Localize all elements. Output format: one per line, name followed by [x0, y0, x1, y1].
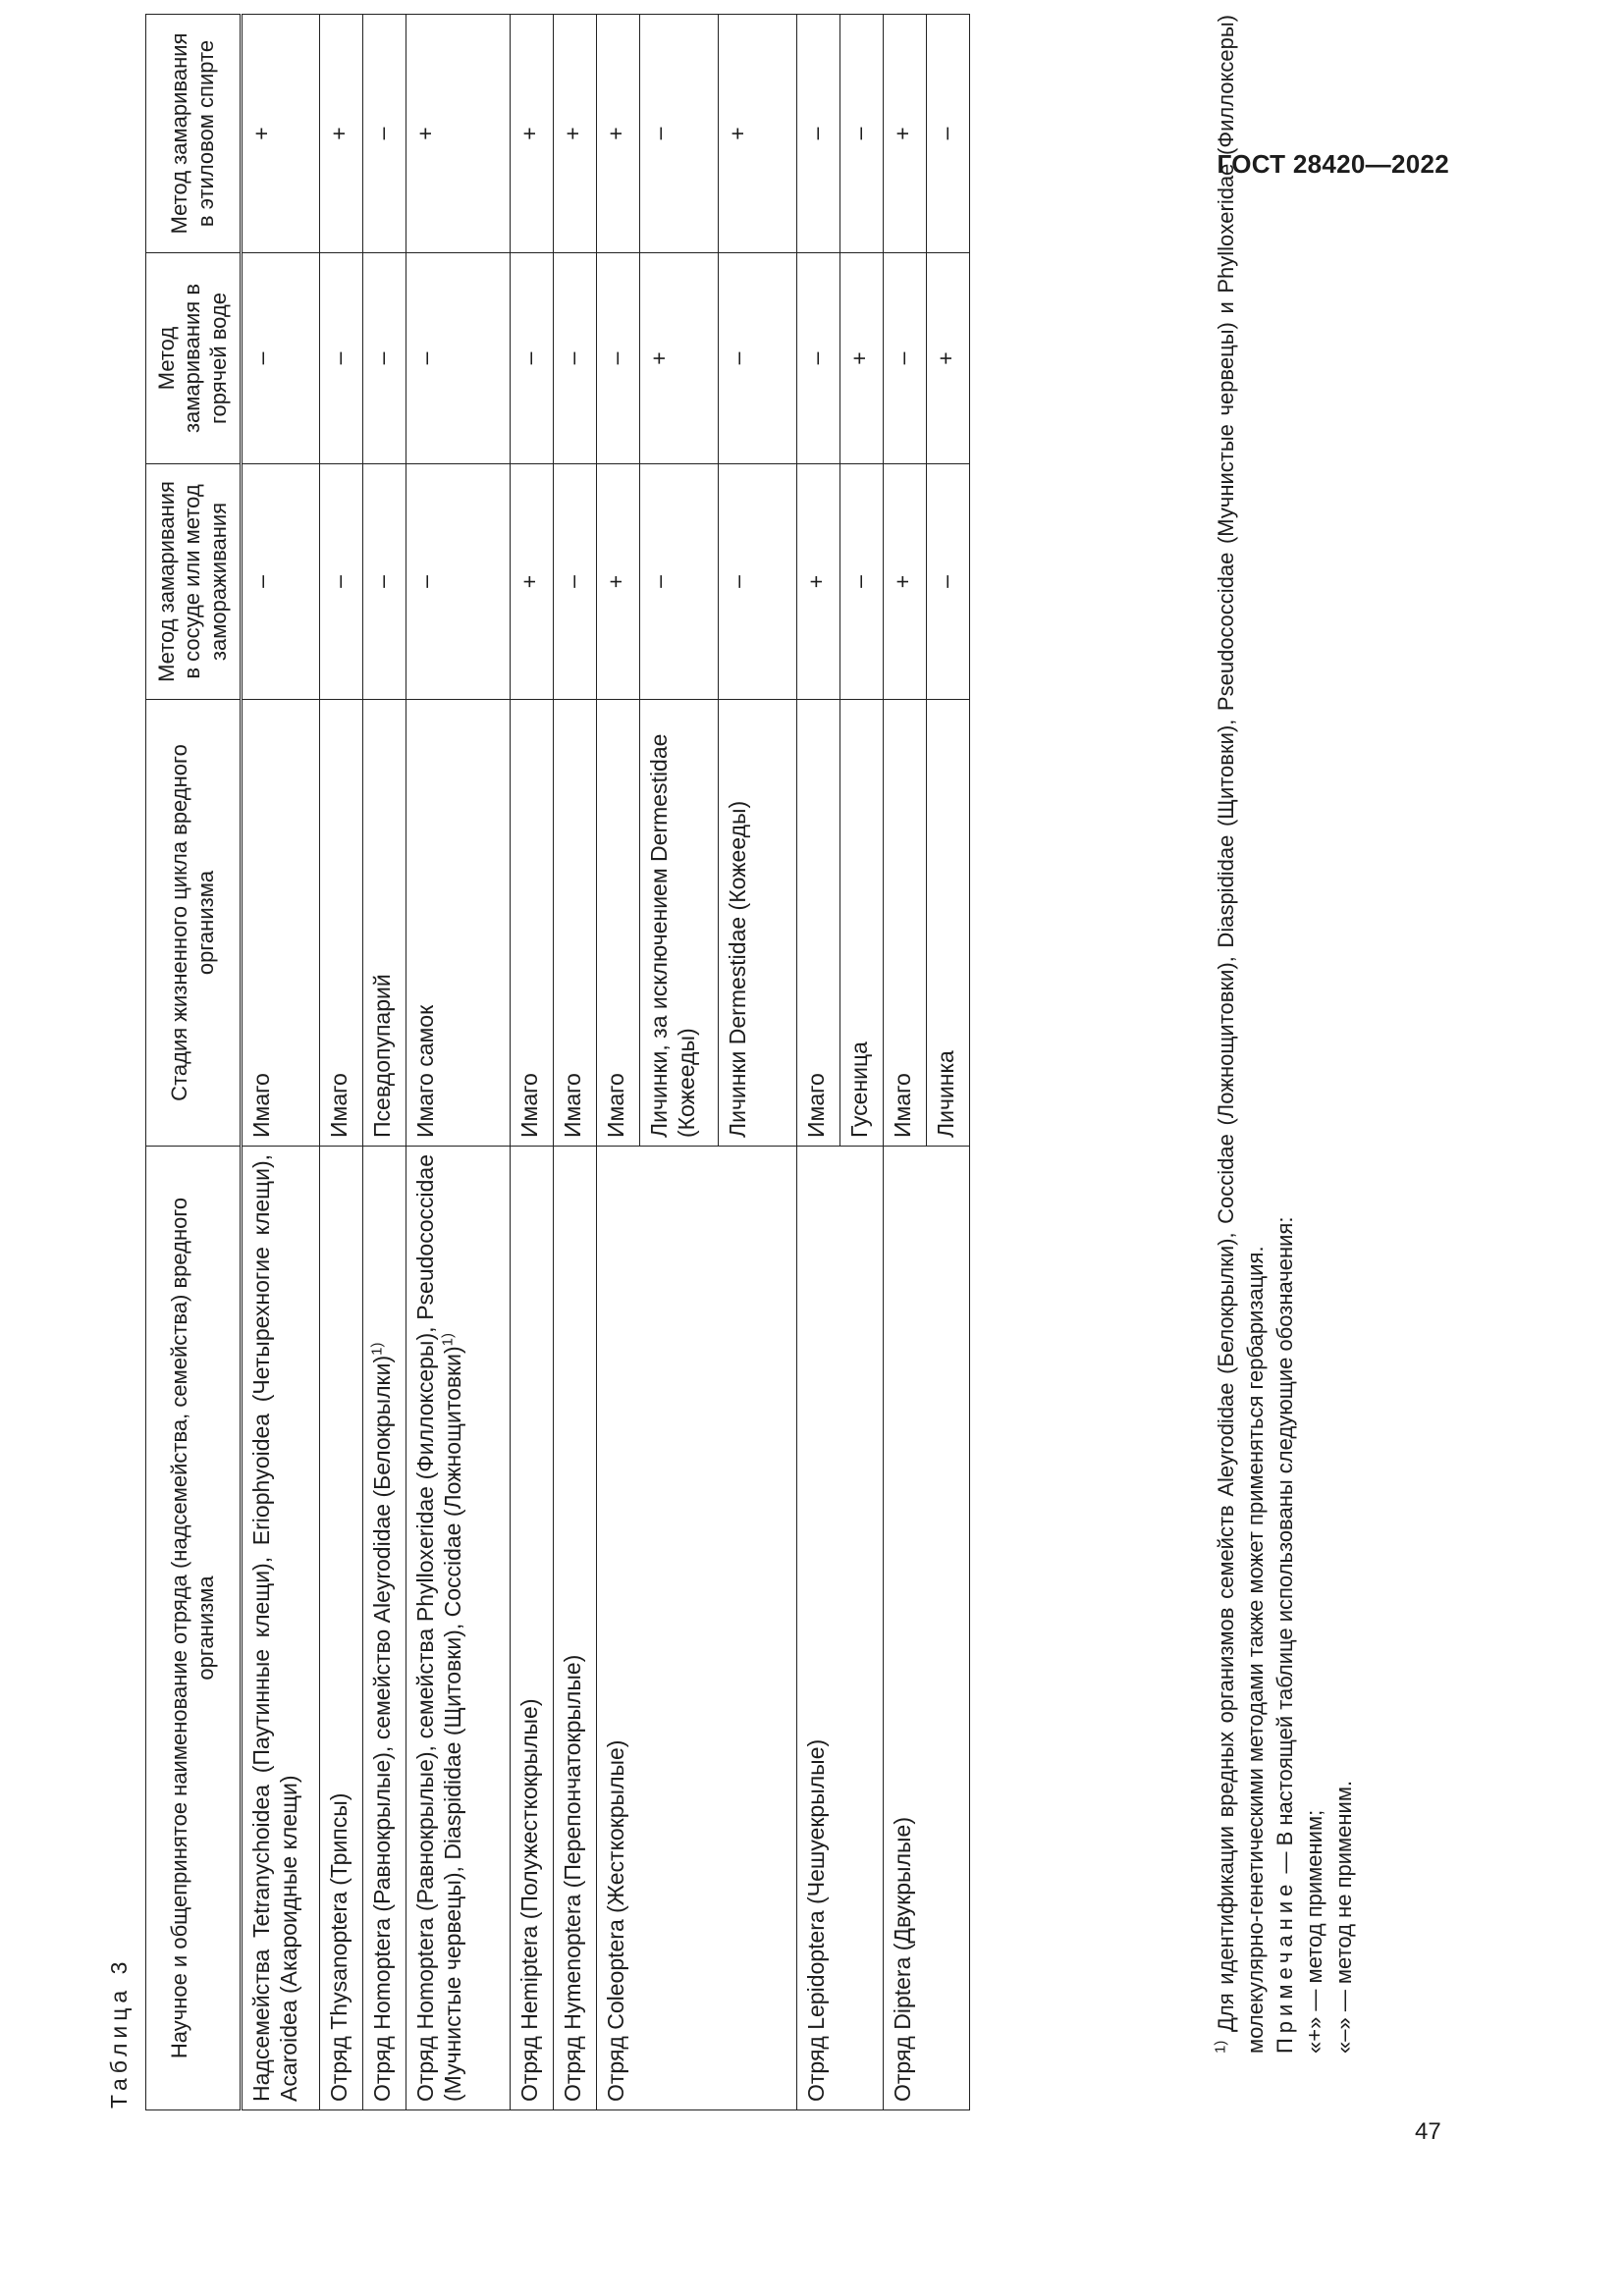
footnote-text: Для идентификации вредных организмов семейств Aleyrodidae (Белокрылки), Coccidae (Ложнощитовки), Diaspididae (Щитовки), Pseudococcidae (Мучнистые червецы) и Phylloxeridae (Филлоксеры) молекулярно-генетическими методами также может применяться гербаризация.	[1214, 15, 1268, 2054]
row-name: Отряд Hemiptera (Полужесткокрылые)	[511, 1147, 554, 2110]
row-water: –	[242, 253, 320, 464]
row-vessel: –	[840, 464, 884, 700]
footnote-ref: 1)	[368, 1342, 386, 1356]
row-water: +	[640, 253, 719, 464]
row-vessel: –	[640, 464, 719, 700]
row-ethanol: +	[406, 15, 511, 253]
row-water: –	[884, 253, 927, 464]
note-label: Примечание	[1272, 1879, 1297, 2054]
table-row	[242, 15, 320, 2110]
row-water: +	[840, 253, 884, 464]
page-number: 47	[1415, 2118, 1441, 2145]
row-vessel: –	[363, 464, 406, 700]
row-name: Отряд Coleoptera (Жесткокрылые)	[597, 1147, 797, 2110]
table-row	[363, 15, 406, 2110]
row-name: Отряд Hymenoptera (Перепончатокрылые)	[554, 1147, 597, 2110]
row-vessel: +	[511, 464, 554, 700]
row-name: Надсемейства Tetranychoidea (Паутинные клещи), Eriophyoidea (Четырехногие клещи), Acaroidea (Акароидные клещи)	[242, 1147, 320, 2110]
legend-minus: «–» — метод не применим.	[1331, 1780, 1356, 2054]
row-vessel: +	[797, 464, 840, 700]
row-ethanol: –	[927, 15, 970, 253]
row-stage: Личинки Dermestidae (Кожееды)	[719, 700, 797, 1147]
row-ethanol: +	[719, 15, 797, 253]
table-row	[554, 15, 597, 2110]
row-vessel: +	[597, 464, 640, 700]
row-ethanol: –	[797, 15, 840, 253]
footnote-ref: 1)	[439, 1332, 457, 1347]
row-ethanol: +	[320, 15, 363, 253]
document-header: ГОСТ 28420—2022	[1217, 149, 1449, 179]
row-stage: Имаго	[797, 700, 840, 1147]
table-notes	[1212, 15, 1359, 2110]
col-header-ethanol: Метод замаривания в этиловом спирте	[146, 15, 242, 253]
table-row	[884, 15, 927, 2110]
table-row	[406, 15, 511, 2110]
row-name: Отряд Lepidoptera (Чешуекрылые)	[797, 1147, 884, 2110]
table-header-row	[146, 15, 242, 2110]
row-stage: Имаго	[597, 700, 640, 1147]
row-name-cell	[406, 1147, 511, 2110]
pest-methods-table	[145, 14, 970, 2110]
col-header-water: Метод замаривания в горячей воде	[146, 253, 242, 464]
row-stage: Имаго самок	[406, 700, 511, 1147]
row-ethanol: –	[840, 15, 884, 253]
row-water: –	[554, 253, 597, 464]
row-ethanol: +	[242, 15, 320, 253]
row-water: –	[363, 253, 406, 464]
table-row	[597, 15, 640, 2110]
row-stage: Личинки, за исключением Dermestidae (Кожееды)	[640, 700, 719, 1147]
col-header-name: Научное и общепринятое наименование отряда (надсемейства, семейства) вредного организма	[146, 1147, 242, 2110]
col-header-stage: Стадия жизненного цикла вредного организма	[146, 700, 242, 1147]
row-water: –	[511, 253, 554, 464]
row-stage: Гусеница	[840, 700, 884, 1147]
row-stage: Имаго	[554, 700, 597, 1147]
row-water: –	[406, 253, 511, 464]
row-stage: Имаго	[320, 700, 363, 1147]
row-name: Отряд Thysanoptera (Трипсы)	[320, 1147, 363, 2110]
row-ethanol: –	[640, 15, 719, 253]
row-stage: Имаго	[511, 700, 554, 1147]
footnote-mark: 1)	[1212, 2040, 1229, 2054]
row-name: Отряд Homoptera (Равнокрылые), семейство Aleyrodidae (Белокрылки)	[369, 1355, 396, 2102]
col-header-vessel: Метод замаривания в сосуде или метод замораживания	[146, 464, 242, 700]
row-vessel: –	[719, 464, 797, 700]
row-stage: Псевдопупарий	[363, 700, 406, 1147]
table-row	[797, 15, 840, 2110]
row-water: –	[719, 253, 797, 464]
row-water: –	[597, 253, 640, 464]
row-stage: Имаго	[884, 700, 927, 1147]
row-vessel: –	[554, 464, 597, 700]
table-row	[320, 15, 363, 2110]
row-water: –	[797, 253, 840, 464]
row-vessel: +	[884, 464, 927, 700]
row-vessel: –	[406, 464, 511, 700]
row-ethanol: +	[597, 15, 640, 253]
row-ethanol: +	[511, 15, 554, 253]
row-vessel: –	[320, 464, 363, 700]
row-ethanol: +	[884, 15, 927, 253]
row-stage: Имаго	[242, 700, 320, 1147]
row-name: Отряд Homoptera (Равнокрылые), семейства Phylloxeridae (Филлоксеры), Pseudococcidae (Мучнистые червецы), Diaspididae (Щитовки), Coccidae (Ложнощитовки)	[412, 1154, 465, 2102]
row-ethanol: +	[554, 15, 597, 253]
row-ethanol: –	[363, 15, 406, 253]
row-water: +	[927, 253, 970, 464]
note-text: — В настоящей таблице использованы следующие обозначения:	[1272, 1216, 1297, 1874]
row-vessel: –	[242, 464, 320, 700]
table-row	[511, 15, 554, 2110]
table-caption: Таблица 3	[106, 1956, 132, 2109]
footnote	[1212, 15, 1271, 2110]
row-name: Отряд Diptera (Двукрылые)	[884, 1147, 970, 2110]
row-stage: Личинка	[927, 700, 970, 1147]
row-vessel: –	[927, 464, 970, 700]
legend-plus: «+» — метод применим;	[1302, 1809, 1326, 2054]
note	[1271, 15, 1300, 2110]
row-water: –	[320, 253, 363, 464]
row-name-cell	[363, 1147, 406, 2110]
